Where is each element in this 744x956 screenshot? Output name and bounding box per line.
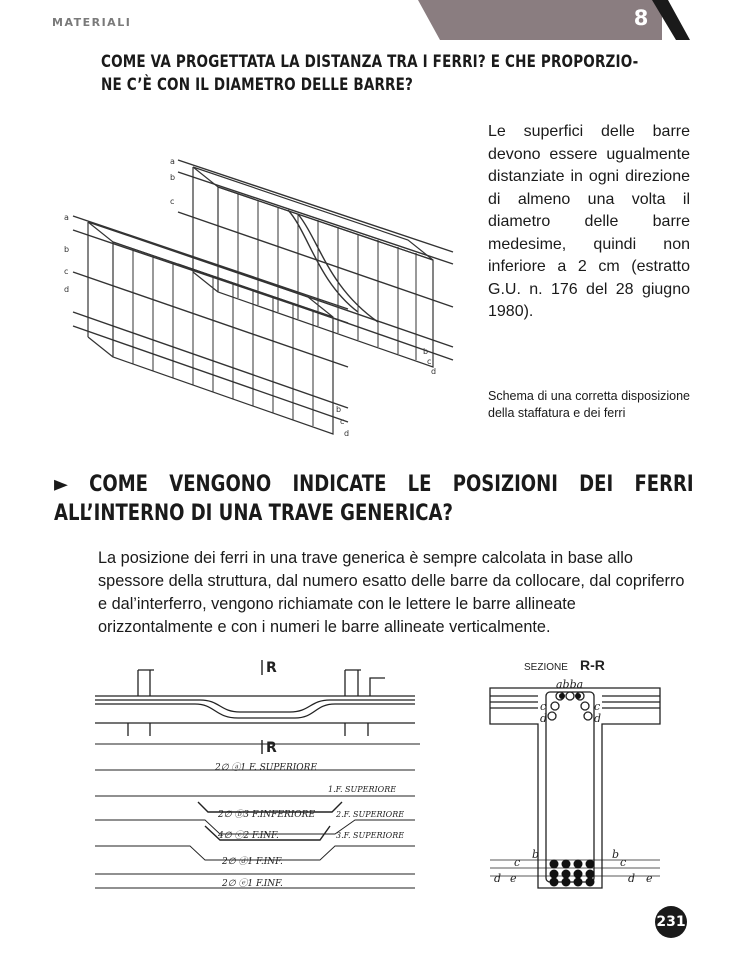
section2-title-line1 [54, 470, 694, 499]
section1-title-line1: COME VA PROGETTATA LA DISTANZA TRA I FERRI? E CHE PROPORZIO- [101, 52, 639, 71]
svg-text:d: d [64, 285, 70, 294]
beam-label: 4∅ ⓒ2 F.INF. [218, 831, 279, 841]
bottom-letter-right: c [620, 856, 627, 869]
section-label: MATERIALI [52, 16, 132, 29]
svg-text:d: d [344, 429, 350, 438]
section2-paragraph: La posizione dei ferri in una trave generica è sempre calcolata in base allo spessore della struttura, dal numero esatto delle barre da collocare, dal copriferro e dal’interferro, vengono richiamate con le lettere le barre allineate orizzontalmente e con i numeri le barre allineate verticalmente. [98, 549, 685, 636]
svg-text:c: c [170, 197, 175, 206]
svg-text:c: c [427, 357, 432, 366]
chapter-number: 8 [633, 6, 649, 30]
page-number-badge: 231 [655, 906, 687, 938]
side-letter-right: d [594, 712, 602, 725]
beam-label: 2∅ ⓔ1 F.INF. [222, 879, 283, 889]
svg-text:a: a [170, 157, 175, 166]
beam-cross-section-drawing [480, 652, 670, 897]
arrow-icon: ► [54, 472, 68, 497]
bottom-letter-left: d [494, 872, 502, 885]
section-title-prefix: SEZIONE [524, 662, 568, 673]
svg-text:b: b [423, 347, 429, 356]
section2-title-word: POSIZIONI [452, 472, 558, 497]
section-mark-top: R [266, 660, 277, 676]
section2-title [54, 470, 694, 528]
section1-title-line2: NE C’È CON IL DIAMETRO DELLE BARRE? [101, 75, 414, 94]
section2-title-word: DEI [579, 472, 614, 497]
bottom-letter-right: d [628, 872, 636, 885]
beam-label: 2∅ ⓑ3 F.INFERIORE [218, 810, 316, 820]
side-letter-left: c [540, 700, 547, 713]
front-cage-top [88, 222, 333, 317]
section1-title [101, 50, 691, 96]
section-mark-bottom: R [266, 740, 277, 756]
beam-label: 1.F. SUPERIORE [328, 785, 397, 794]
svg-text:c: c [64, 267, 69, 276]
reinforcement-cage-drawing [58, 112, 478, 447]
top-letters: abba [556, 678, 584, 691]
svg-text:a: a [64, 213, 69, 222]
svg-text:d: d [431, 367, 437, 376]
beam-label: 2.F. SUPERIORE [336, 810, 405, 819]
figure1-caption: Schema di una corretta disposizione della staffatura e dei ferri [488, 389, 690, 420]
section2-title-word: VENGONO [169, 472, 272, 497]
beam-label: 3.F. SUPERIORE [336, 831, 405, 840]
svg-text:b: b [336, 405, 342, 414]
svg-text:b: b [170, 173, 176, 182]
beam-label: 2∅ ⓓ1 F.INF. [222, 857, 283, 867]
beam-label: 2∅ ⓐ1 F. SUPERIORE [215, 763, 318, 773]
bottom-letter-right: e [646, 872, 653, 885]
side-letter-right: c [594, 700, 601, 713]
section2-title-word: LE [407, 472, 432, 497]
back-cage-top [193, 167, 433, 260]
svg-text:c: c [340, 417, 345, 426]
bottom-letter-right: b [612, 848, 620, 861]
bottom-letter-left: e [510, 872, 517, 885]
svg-text:b: b [64, 245, 70, 254]
bottom-letter-left: b [532, 848, 540, 861]
bottom-letter-left: c [514, 856, 521, 869]
section2-title-word: COME [89, 472, 148, 497]
section-title-suffix: R-R [580, 657, 605, 673]
section2-title-word: FERRI [634, 472, 694, 497]
beam-elevation-drawing [90, 650, 450, 900]
section1-paragraph: Le superfici delle barre devono essere ugualmente distanziate in ogni direzione di almeno una volta il diametro delle barre medesime, quindi non inferiore a 2 cm (estratto G.U. n. 176 del 28 giugno 1980). [488, 123, 690, 320]
side-letter-left: d [540, 712, 548, 725]
section2-title-line2: ALL’INTERNO DI UNA TRAVE GENERICA? [54, 501, 453, 526]
section2-title-word: INDICATE [292, 472, 387, 497]
